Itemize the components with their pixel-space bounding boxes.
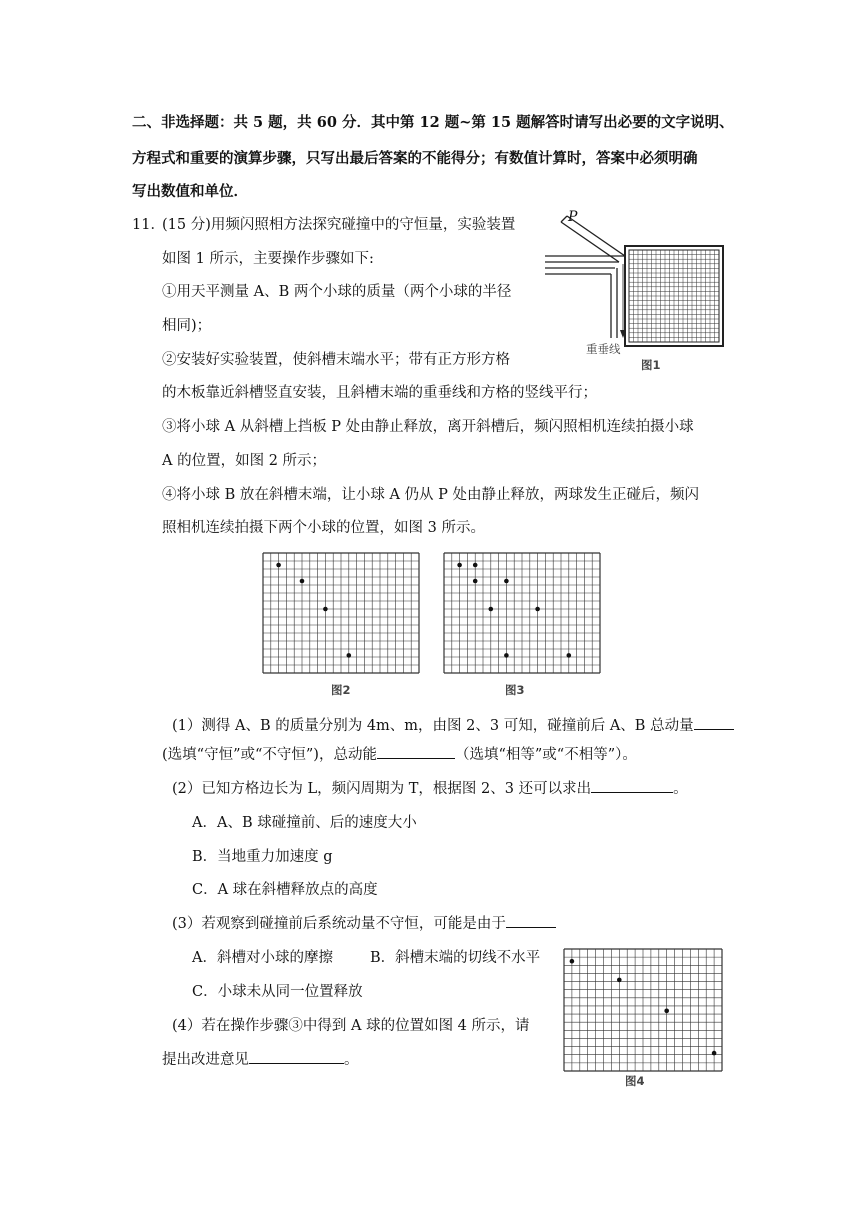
step-4-line-b: 照相机连续拍摄下两个小球的位置，如图 3 所示。 [162,520,485,536]
sub4-line-a: (4）若在操作步骤③中得到 A 球的位置如图 4 所示，请 [172,1018,530,1034]
sub1-text-b1: (选填“守恒”或“不守恒”)，总动能 [162,747,377,763]
sub4-answer-blank[interactable] [249,1049,344,1064]
sub2-text-end: 。 [673,781,688,797]
figure-4-grid [563,948,723,1072]
ball-position-dot [473,579,478,584]
figure-2-caption: 图2 [331,683,351,697]
sub3-option-b: B．斜槽末端的切线不水平 [370,950,541,966]
sub2-text-a: (2）已知方格边长为 L，频闪周期为 T，根据图 2、3 还可以求出 [172,781,592,797]
step-3-line-b: A 的位置，如图 2 所示； [162,453,327,469]
figure-3-caption: 图3 [505,683,525,697]
step-4-line-a: ④将小球 B 放在斜槽末端，让小球 A 仍从 P 处由静止释放，两球发生正碰后，频闪 [162,487,700,503]
sub4-text-b: 提出改进意见 [162,1052,249,1068]
sub4-text-end: 。 [344,1052,359,1068]
ball-position-dot [504,579,509,584]
sub1-line-b [162,744,637,766]
sub3-text-a: (3）若观察到碰撞前后系统动量不守恒，可能是由于 [172,916,506,932]
ball-position-dot [300,579,305,584]
sub2-option-a: A．A、B 球碰撞前、后的速度大小 [192,815,417,831]
step-1-line-a: ①用天平测量 A、B 两个小球的质量（两个小球的半径 [162,284,512,300]
ball-position-dot [323,607,328,612]
ball-position-dot [712,1051,717,1056]
sub3-option-a: A．斜槽对小球的摩擦 [192,950,333,966]
section-line-1: 二、非选择题：共 5 题，共 60 分．其中第 12 题~第 15 题解答时请写出必要的文字说明、 [132,114,734,131]
sub2-option-b: B．当地重力加速度 g [192,849,333,865]
ball-position-dot [664,1009,669,1014]
sub3-option-c: C．小球未从同一位置释放 [192,984,363,1000]
ball-position-dot [457,563,462,568]
sub1-text-b2: （选填“相等”或“不相等”）。 [454,747,637,763]
step-3-line-a: ③将小球 A 从斜槽上挡板 P 处由静止释放，离开斜槽后，频闪照相机连续拍摄小球 [162,419,694,435]
sub1-answer-blank-1[interactable] [694,715,734,730]
figure-3-grid [443,552,601,674]
ball-position-dot [570,959,575,964]
figure-4-caption: 图4 [625,1074,645,1088]
section-line-3: 写出数值和单位． [132,183,248,200]
figure-1-caption: 图1 [641,358,661,372]
sub1-line-a [172,715,734,737]
figure-1-plumb-label: 重垂线 [586,342,621,356]
question-number: 11． [132,217,165,233]
sub1-text-a: (1）测得 A、B 的质量分别为 4m、m，由图 2、3 可知，碰撞前后 A、B 总动量 [172,718,694,734]
sub2-answer-blank[interactable] [591,778,673,793]
ball-position-dot [535,607,540,612]
ball-position-dot [617,978,622,983]
sub3-answer-blank[interactable] [506,913,556,928]
ball-position-dot [504,653,509,658]
sub2-option-c: C．A 球在斜槽释放点的高度 [192,882,378,898]
step-1-line-b: 相同)； [162,318,212,334]
ball-position-dot [347,653,352,658]
question-intro-1: (15 分)用频闪照相方法探究碰撞中的守恒量，实验装置 [162,217,516,233]
ball-position-dot [489,607,494,612]
sub2-line-a [172,778,688,800]
figure-2-grid [262,552,420,674]
question-intro-2: 如图 1 所示，主要操作步骤如下: [162,251,374,267]
ball-position-dot [473,563,478,568]
figure-1-p-label: P [568,209,578,225]
sub1-answer-blank-2[interactable] [377,744,455,759]
step-2-line-a: ②安装好实验装置，使斜槽末端水平；带有正方形方格 [162,352,510,368]
sub3-line-a [172,913,556,935]
step-2-line-b: 的木板靠近斜槽竖直安装，且斜槽末端的重垂线和方格的竖线平行； [162,385,597,401]
sub4-line-b [162,1049,359,1071]
ball-position-dot [276,563,281,568]
ball-position-dot [567,653,572,658]
section-line-2: 方程式和重要的演算步骤，只写出最后答案的不能得分；有数值计算时，答案中必须明确 [132,150,698,167]
figure-1-apparatus [545,208,725,378]
